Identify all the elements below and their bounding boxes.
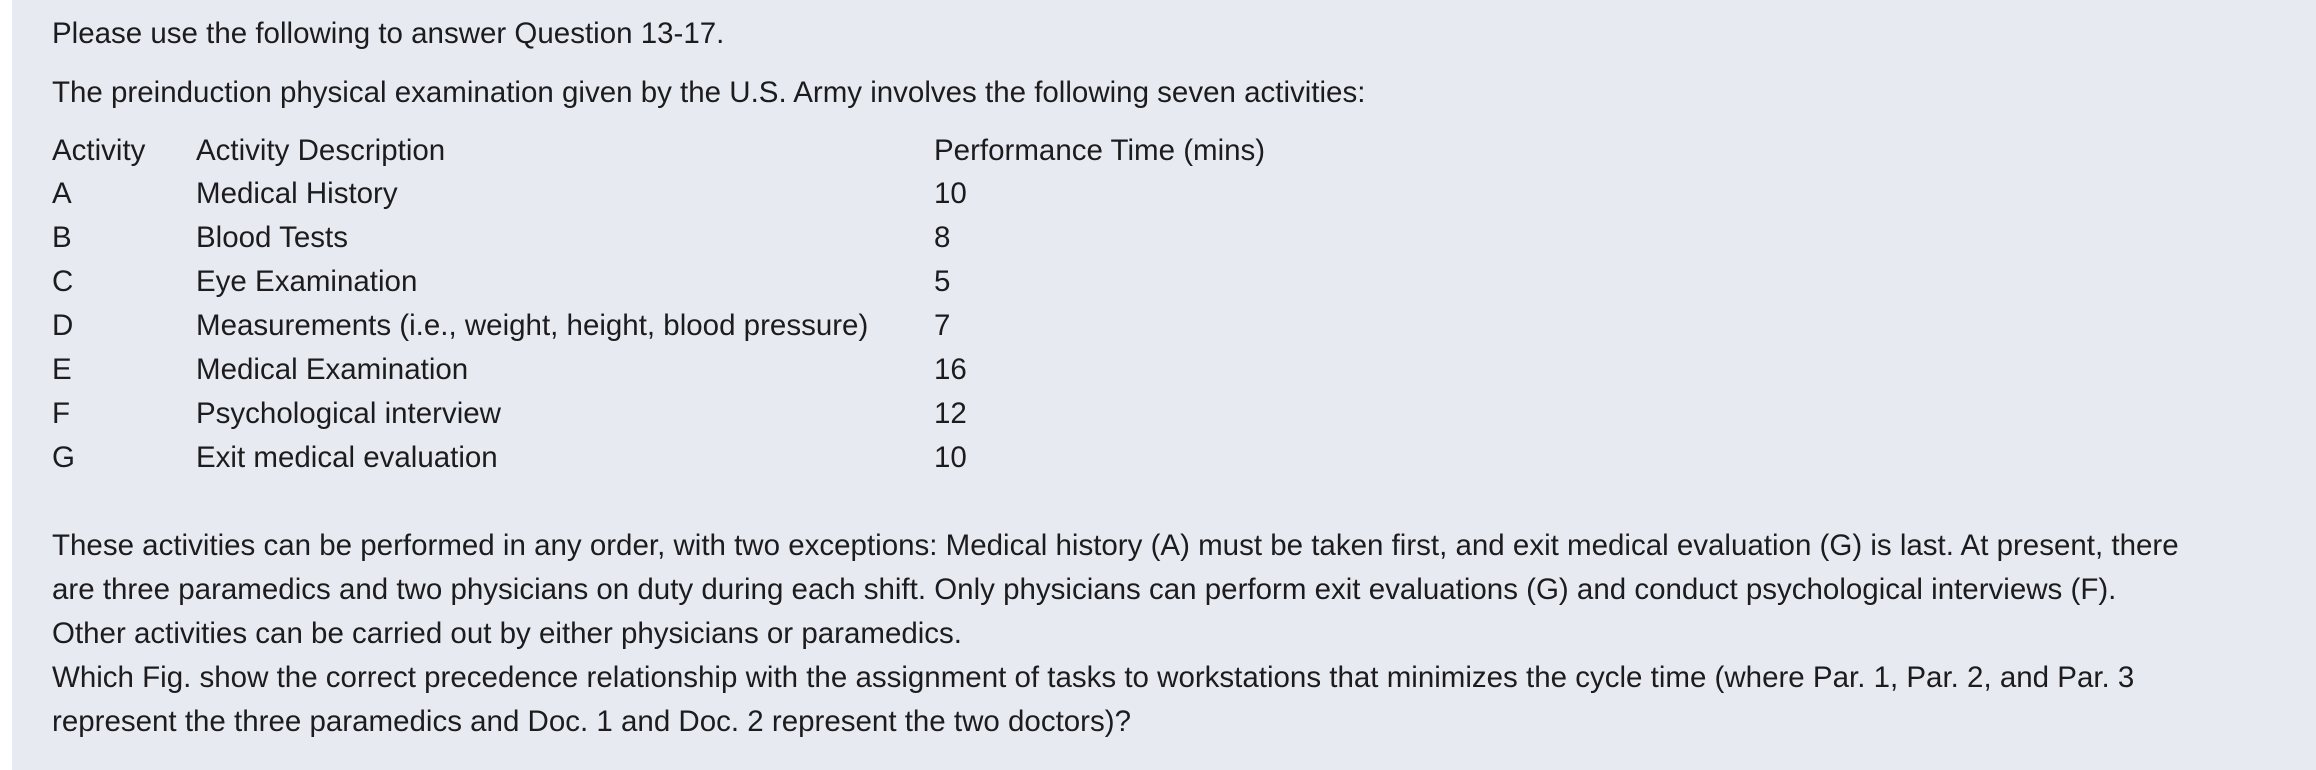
description-cell: Measurements (i.e., weight, height, blood pressure)	[196, 309, 869, 342]
header-activity: Activity	[52, 134, 146, 167]
time-cell: 10	[934, 441, 967, 474]
activity-cell: G	[52, 441, 75, 474]
time-cell: 5	[934, 265, 951, 298]
activity-cell: F	[52, 397, 71, 430]
question-heading: Please use the following to answer Question 13-17.	[52, 17, 725, 50]
activities-table	[52, 130, 1310, 480]
header-time: Performance Time (mins)	[934, 134, 1266, 167]
header-description: Activity Description	[196, 134, 446, 167]
activity-cell: D	[52, 309, 74, 342]
table-row	[52, 260, 1310, 304]
body-line: are three paramedics and two physicians on duty during each shift. Only physicians can perform exit evaluations (G) and conduct psychological interviews (F).	[52, 573, 2117, 606]
body-line: These activities can be performed in any order, with two exceptions: Medical history (A) must be taken first, and exit medical evaluation (G) is last. At present, there	[52, 529, 2179, 562]
time-cell: 16	[934, 353, 967, 386]
time-cell: 7	[934, 309, 951, 342]
activity-cell: C	[52, 265, 74, 298]
time-cell: 10	[934, 177, 967, 210]
description-cell: Psychological interview	[196, 397, 501, 430]
activity-cell: E	[52, 353, 72, 386]
description-cell: Exit medical evaluation	[196, 441, 498, 474]
description-cell: Medical History	[196, 177, 398, 210]
table-row	[52, 216, 1310, 260]
body-line: represent the three paramedics and Doc. 1 and Doc. 2 represent the two doctors)?	[52, 705, 1131, 738]
table-row	[52, 172, 1310, 216]
table-row	[52, 304, 1310, 348]
table-row	[52, 436, 1310, 480]
activity-cell: B	[52, 221, 72, 254]
description-cell: Medical Examination	[196, 353, 469, 386]
time-cell: 12	[934, 397, 967, 430]
activity-cell: A	[52, 177, 72, 210]
body-line: Which Fig. show the correct precedence relationship with the assignment of tasks to workstations that minimizes the cycle time (where Par. 1, Par. 2, and Par. 3	[52, 661, 2135, 694]
question-body	[52, 524, 2312, 744]
description-cell: Eye Examination	[196, 265, 418, 298]
time-cell: 8	[934, 221, 951, 254]
question-panel	[12, 0, 2316, 770]
table-row	[52, 392, 1310, 436]
table-row	[52, 348, 1310, 392]
intro-text: The preinduction physical examination given by the U.S. Army involves the following seven activities:	[52, 76, 1366, 109]
table-header-row	[52, 130, 1310, 172]
description-cell: Blood Tests	[196, 221, 348, 254]
body-line: Other activities can be carried out by either physicians or paramedics.	[52, 617, 963, 650]
